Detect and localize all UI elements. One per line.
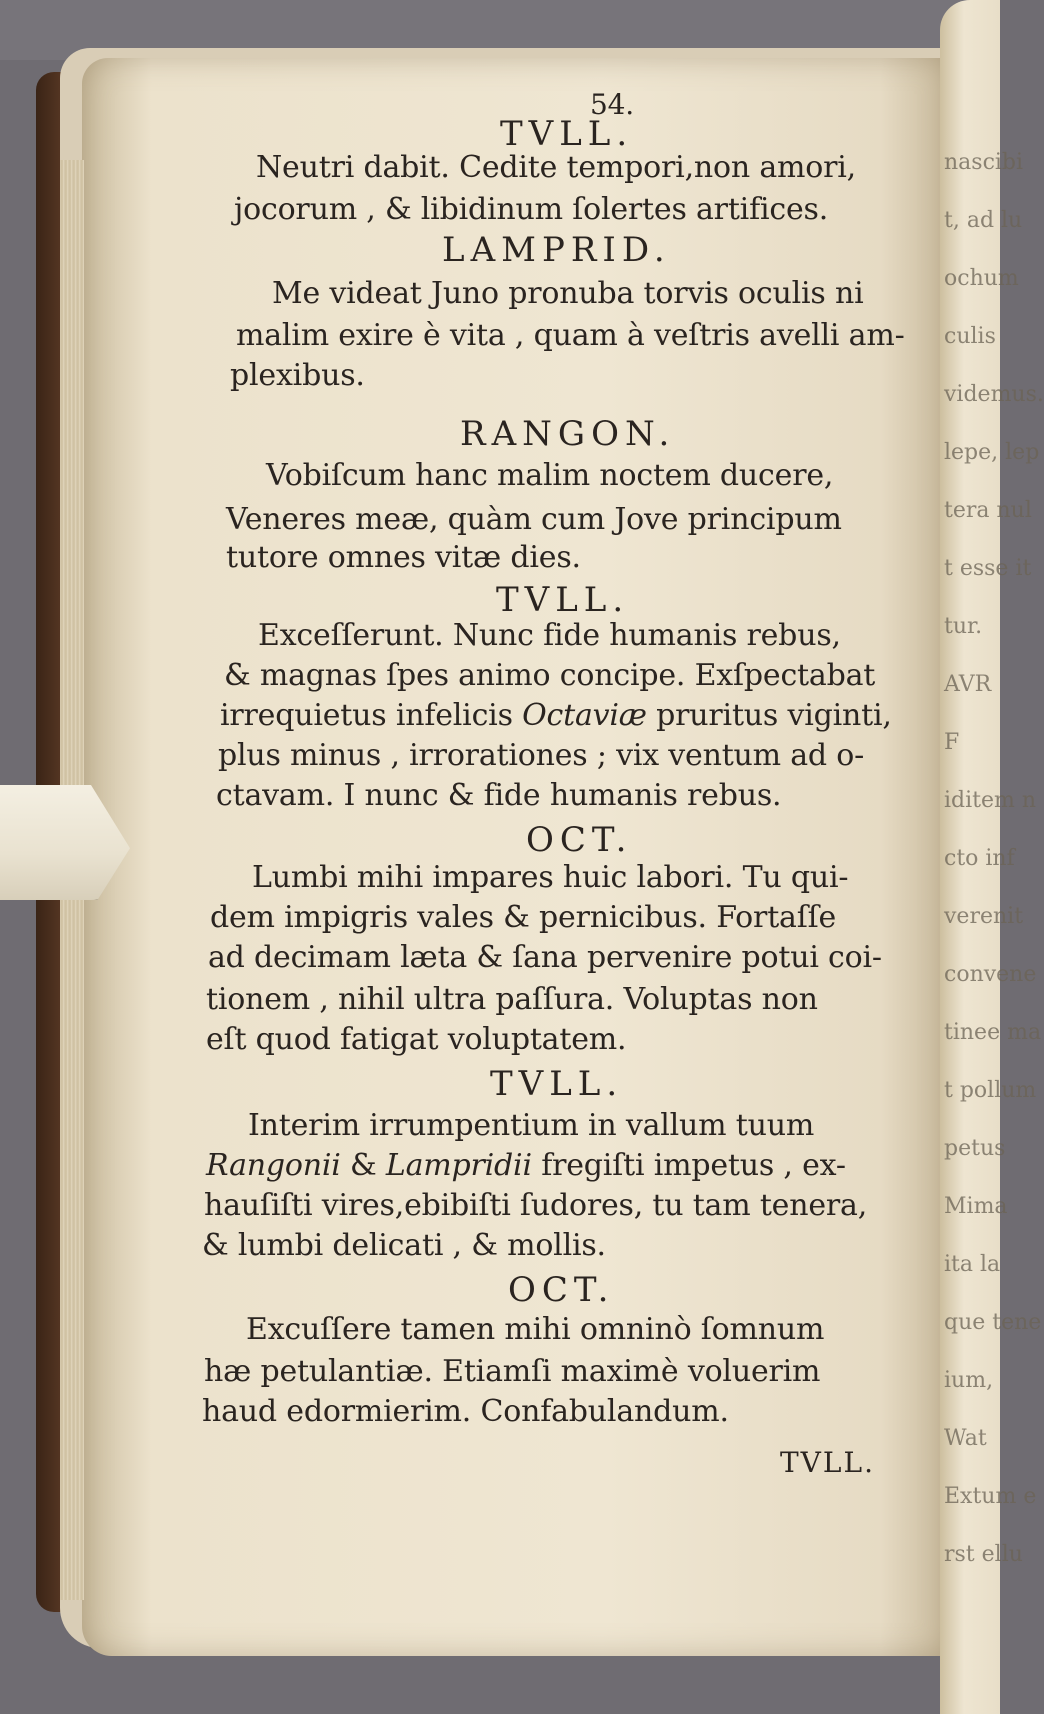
text-line xyxy=(206,1148,846,1183)
speaker-heading: RANGON. xyxy=(460,414,676,454)
text-line: hæ petulantiæ. Etiamſi maximè voluerim xyxy=(204,1354,821,1389)
text-line: Interim irrumpentium in vallum tuum xyxy=(248,1108,815,1143)
text-line: Vobiſcum hanc malim noctem ducere, xyxy=(266,458,834,493)
speaker-heading: TVLL. xyxy=(500,114,634,154)
text-segment: pruritus viginti, xyxy=(646,698,892,733)
catchword: TVLL. xyxy=(780,1446,875,1479)
text-segment: irrequietus infelicis xyxy=(220,698,513,733)
text-line: jocorum , & libidinum ſolertes artifices. xyxy=(234,192,829,227)
facing-page-fragment: Wat xyxy=(944,1426,987,1451)
text-line: plexibus. xyxy=(230,358,365,393)
facing-page-fragment: iditem n xyxy=(944,788,1037,813)
facing-page-fragment: tur. xyxy=(944,614,983,639)
facing-page-fragment: verenit xyxy=(944,904,1024,929)
facing-page-fragment: Extum e xyxy=(944,1484,1037,1509)
text-segment: fregiſti impetus , ex- xyxy=(541,1148,846,1183)
text-segment: & xyxy=(340,1148,386,1183)
facing-page-fragment: F xyxy=(944,730,960,755)
text-line: Veneres meæ, quàm cum Jove principum xyxy=(226,502,842,537)
italic-name: Rangonii xyxy=(206,1148,341,1183)
text-line: eſt quod fatigat voluptatem. xyxy=(206,1022,627,1057)
text-line: & lumbi delicati , & mollis. xyxy=(202,1228,606,1263)
text-line: haud edormierim. Confabulandum. xyxy=(202,1394,729,1429)
facing-page-fragment: tinee ma xyxy=(944,1020,1042,1045)
facing-page-fragment: convene xyxy=(944,962,1037,987)
facing-page-fragment: lepe, lep xyxy=(944,440,1040,465)
facing-page-fragment: ium, xyxy=(944,1368,994,1393)
text-line: ctavam. I nunc & fide humanis rebus. xyxy=(216,778,782,813)
speaker-heading: TVLL. xyxy=(490,1064,624,1104)
facing-page-fragment: t pollum xyxy=(944,1078,1037,1103)
facing-page-fragment: videmus. xyxy=(944,382,1044,407)
text-line: hauſiſti vires,ebibiſti ſudores, tu tam tenera, xyxy=(204,1188,868,1223)
text-line: dem impigris vales & pernicibus. Fortaſſe xyxy=(210,900,837,935)
text-line: tutore omnes vitæ dies. xyxy=(226,540,581,575)
text-line: Neutri dabit. Cedite tempori,non amori, xyxy=(256,150,857,185)
speaker-heading: TVLL. xyxy=(496,580,630,620)
facing-page-fragment: Mima xyxy=(944,1194,1008,1219)
text-line: & magnas ſpes animo concipe. Exſpectabat xyxy=(224,658,876,693)
speaker-heading: OCT. xyxy=(526,820,633,860)
facing-page-fragment: nascibi xyxy=(944,150,1024,175)
facing-page-fragment: rst ellu xyxy=(944,1542,1023,1567)
facing-page-fragment: culis xyxy=(944,324,996,349)
text-line: Excuſſere tamen mihi omninò ſomnum xyxy=(246,1312,825,1347)
text-line: malim exire è vita , quam à veſtris avelli am- xyxy=(236,318,905,353)
text-line: Me videat Juno pronuba torvis oculis ni xyxy=(272,276,864,311)
facing-page-fragment: t esse it xyxy=(944,556,1032,581)
page-number: 54. xyxy=(590,88,634,121)
italic-name: Octaviæ xyxy=(522,698,647,733)
italic-name: Lampridii xyxy=(385,1148,532,1183)
text-line: plus minus , irrorationes ; vix ventum ad o- xyxy=(218,738,865,773)
text-line: Exceſſerunt. Nunc fide humanis rebus, xyxy=(258,618,841,653)
facing-page-fragment: ochum xyxy=(944,266,1019,291)
facing-page-fragment: t, ad lu xyxy=(944,208,1023,233)
speaker-heading: LAMPRID. xyxy=(442,230,671,270)
speaker-heading: OCT. xyxy=(508,1270,615,1310)
facing-page-fragment: que tene xyxy=(944,1310,1042,1335)
facing-page-fragment: cto inf xyxy=(944,846,1015,871)
facing-page-fragment: tera nul xyxy=(944,498,1032,523)
text-line: tionem , nihil ultra paſſura. Voluptas non xyxy=(206,982,818,1017)
text-line xyxy=(220,698,892,733)
facing-page-fragment: ita la xyxy=(944,1252,1001,1277)
text-line: Lumbi mihi impares huic labori. Tu qui- xyxy=(252,860,849,895)
text-line: ad decimam læta & ſana pervenire potui coi- xyxy=(208,940,882,975)
facing-page-fragment: petus xyxy=(944,1136,1006,1161)
facing-page-fragment: AVR xyxy=(944,672,992,697)
